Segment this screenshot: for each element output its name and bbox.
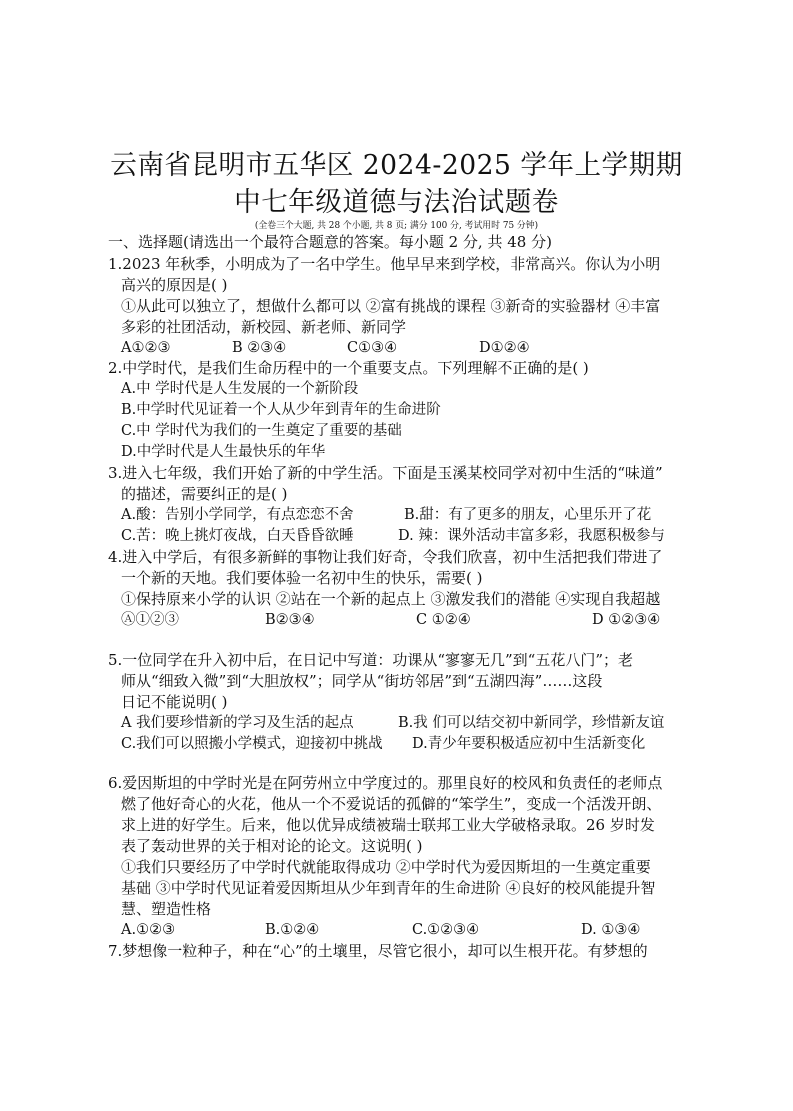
option-d: D.中学时代是人生最快乐的年华: [121, 444, 326, 460]
page-title-line2: 中七年级道德与法治试题卷: [234, 187, 559, 218]
option-b: B.①②④: [265, 922, 320, 938]
option-a: A①②③: [121, 340, 171, 356]
exam-note: (全卷三个大题, 共 28 个小题, 共 8 页; 满分 100 分, 考试用时 75 分钟): [254, 221, 539, 231]
option-a: Ⓐ①②③: [121, 612, 179, 628]
option-d: D①②④: [479, 340, 530, 356]
option-b: B.中学时代见证着一个人从少年到青年的生命进阶: [121, 402, 441, 418]
option-d: D.青少年要积极适应初中生活新变化: [412, 736, 646, 752]
option-c: C①③④: [347, 340, 398, 356]
question-stem: 5.一位同学在升入初中后，在日记中写道：功课从“寥寥无几”到“五花八门”；老: [108, 651, 633, 669]
page-title-line1: 云南省昆明市五华区 2024-2025 学年上学期期: [110, 150, 683, 181]
question-items: 慧、塑造性格: [121, 900, 212, 918]
option-c: C.中 学时代为我们的一生奠定了重要的基础: [121, 423, 402, 439]
option-d: D. ①③④: [581, 922, 641, 938]
option-a: A.酸：告别小学同学，有点恋恋不舍: [121, 507, 354, 523]
question-stem: 师从“细致入微”到“大胆放权”；同学从“街坊邻居”到“五湖四海”……这段: [121, 672, 603, 690]
option-a: A.①②③: [121, 922, 176, 938]
option-b: B.甜：有了更多的朋友，心里乐开了花: [404, 507, 652, 523]
question-stem: 1.2023 年秋季，小明成为了一名中学生。他早早来到学校，非常高兴。你认为小明: [108, 255, 661, 273]
question-items: 基础 ③中学时代见证着爱因斯坦从少年到青年的生命进阶 ④良好的校风能提升智: [121, 879, 656, 897]
option-c: C.①②③④: [412, 922, 480, 938]
question-stem: 2.中学时代，是我们生命历程中的一个重要支点。下列理解不正确的是( ): [108, 359, 589, 377]
question-stem: 日记不能说明( ): [121, 693, 228, 711]
question-items: ①从此可以独立了，想做什么都可以 ②富有挑战的课程 ③新奇的实验器材 ④丰富: [121, 297, 661, 315]
option-c: C.苦：晚上挑灯夜战，白天昏昏欲睡: [121, 528, 354, 544]
question-stem: 3.进入七年级，我们开始了新的中学生活。下面是玉溪某校同学对初中生活的“味道”: [108, 464, 663, 482]
question-stem: 高兴的原因是( ): [121, 276, 228, 294]
option-a: A.中 学时代是人生发展的一个新阶段: [121, 381, 359, 397]
option-a: A 我们要珍惜新的学习及生活的起点: [121, 715, 354, 731]
question-stem: 表了轰动世界的关于相对论的论文。这说明( ): [121, 837, 423, 855]
option-b: B②③④: [265, 612, 315, 628]
question-stem: 7.梦想像一粒种子，种在“心”的土壤里，尽管它很小，却可以生根开花。有梦想的: [108, 942, 648, 960]
question-items: ①保持原来小学的认识 ②站在一个新的起点上 ③激发我们的潜能 ④实现自我超越: [121, 590, 661, 608]
question-stem: 燃了他好奇心的火花，他从一个不爱说话的孤僻的“笨学生”，变成一个活泼开朗、: [121, 795, 662, 813]
section-heading: 一、选择题(请选出一个最符合题意的答案。每小题 2 分, 共 48 分): [108, 233, 552, 251]
question-stem: 的描述，需要纠正的是( ): [121, 485, 288, 503]
question-items: ①我们只要经历了中学时代就能取得成功 ②中学时代为爱因斯坦的一生奠定重要: [121, 858, 651, 876]
question-stem: 6.爱因斯坦的中学时光是在阿劳州立中学度过的。那里良好的校风和负责任的老师点: [108, 774, 663, 792]
option-d: D ①②③④: [592, 612, 661, 628]
question-stem: 4.进入中学后，有很多新鲜的事物让我们好奇，令我们欣喜，初中生活把我们带进了: [108, 548, 663, 566]
option-b: B ②③④: [232, 340, 287, 356]
question-items: 多彩的社团活动，新校园、新老师、新同学: [121, 318, 407, 336]
option-d: D. 辣：课外活动丰富多彩，我愿积极参与: [398, 528, 665, 544]
question-stem: 一个新的天地。我们要体验一名初中生的快乐，需要( ): [121, 569, 483, 587]
option-c: C.我们可以照搬小学模式，迎接初中挑战: [121, 736, 383, 752]
option-b: B.我 们可以结交初中新同学，珍惜新友谊: [398, 715, 665, 731]
question-stem: 求上进的好学生。后来，他以优异成绩被瑞士联邦工业大学破格录取。26 岁时发: [121, 816, 655, 834]
option-c: C ①②④: [416, 612, 471, 628]
